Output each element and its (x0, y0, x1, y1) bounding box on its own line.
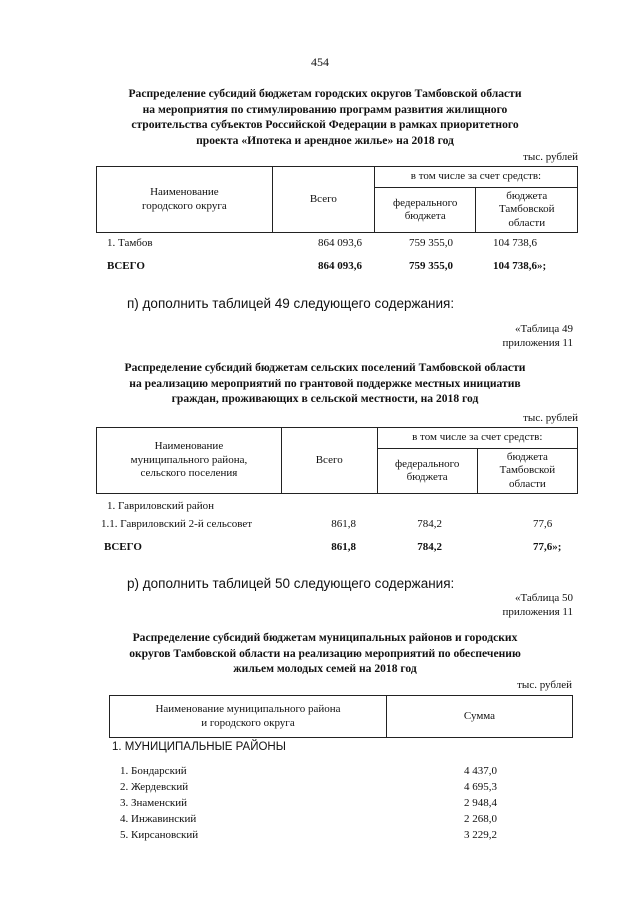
header-name: Наименование муниципального района и городского округа (110, 696, 387, 738)
table-row-sum: 3 229,2 (464, 829, 497, 841)
table-row-sum: 4 695,3 (464, 781, 497, 793)
table-row-name: 4. Инжавинский (120, 813, 197, 825)
header-incl: в том числе за счет средств: (374, 167, 577, 188)
total-row-name: ВСЕГО (107, 260, 145, 272)
table48-title: Распределение субсидий бюджетам городских округов Тамбовской области на мероприятия по стимулированию программ развития жилищного строительства субъектов Российской Федерации в рамках приоритетного проекта «Ипотека и арендное жилье» на 2018 год (128, 87, 522, 147)
table-row-total: 861,8 (331, 518, 356, 530)
table-row-name: 1. Тамбов (107, 237, 153, 249)
total-row-federal: 784,2 (417, 541, 442, 553)
table-row-sum: 4 437,0 (464, 765, 497, 777)
total-row-name: ВСЕГО (104, 541, 142, 553)
header-federal: федерального бюджета (377, 449, 477, 494)
table49-unit: тыс. рублей (523, 412, 578, 424)
table49-reference: «Таблица 49 приложения 11 (502, 323, 573, 349)
header-federal: федерального бюджета (374, 188, 476, 233)
table-row-name: 3. Знаменский (120, 797, 188, 809)
header-name: Наименование городского округа (97, 167, 273, 233)
table-row-regional: 104 738,6 (493, 237, 537, 249)
table-row-total: 864 093,6 (318, 237, 362, 249)
section-heading: 1. МУНИЦИПАЛЬНЫЕ РАЙОНЫ (112, 741, 286, 753)
table-row-federal: 784,2 (417, 518, 442, 530)
table-row-name: 1.1. Гавриловский 2-й сельсовет (101, 518, 253, 530)
header-regional: бюджета Тамбовской области (477, 449, 577, 494)
table-row-name: 1. Бондарский (120, 765, 187, 777)
header-total: Всего (281, 428, 377, 494)
table50-header (109, 695, 573, 738)
paragraph-r: р) дополнить таблицей 50 следующего содержания: (127, 576, 455, 591)
page-number: 454 (311, 55, 329, 69)
total-row-total: 864 093,6 (318, 260, 362, 272)
table-row-name: 5. Кирсановский (120, 829, 199, 841)
table-row-name: 1. Гавриловский район (107, 500, 215, 512)
total-row-regional: 77,6»; (533, 541, 562, 553)
table48-unit: тыс. рублей (523, 151, 578, 163)
table50-unit: тыс. рублей (517, 679, 572, 691)
header-total: Всего (272, 167, 374, 233)
total-row-total: 861,8 (331, 541, 356, 553)
total-row-federal: 759 355,0 (409, 260, 453, 272)
total-row-regional: 104 738,6»; (493, 260, 547, 272)
table49-header (96, 427, 578, 494)
header-sum: Сумма (387, 696, 573, 738)
table-row-regional: 77,6 (533, 518, 553, 530)
header-name: Наименование муниципального района, сельского поселения (97, 428, 282, 494)
header-regional: бюджета Тамбовской области (476, 188, 578, 233)
table48-header (96, 166, 578, 233)
table50-title: Распределение субсидий бюджетам муниципальных районов и городских округов Тамбовской области на реализацию мероприятий по обеспечению жильем молодых семей на 2018 год (129, 631, 521, 675)
table49-title: Распределение субсидий бюджетам сельских поселений Тамбовской области на реализацию мероприятий по грантовой поддержке местных инициатив граждан, проживающих в сельской местности, на 2018 год (124, 361, 526, 405)
header-incl: в том числе за счет средств: (377, 428, 577, 449)
table-row-sum: 2 268,0 (464, 813, 497, 825)
table-row-federal: 759 355,0 (409, 237, 453, 249)
paragraph-p: п) дополнить таблицей 49 следующего содержания: (127, 296, 455, 311)
table-row-name: 2. Жердевский (120, 781, 189, 793)
table-row-sum: 2 948,4 (464, 797, 497, 809)
table50-reference: «Таблица 50 приложения 11 (502, 592, 573, 618)
